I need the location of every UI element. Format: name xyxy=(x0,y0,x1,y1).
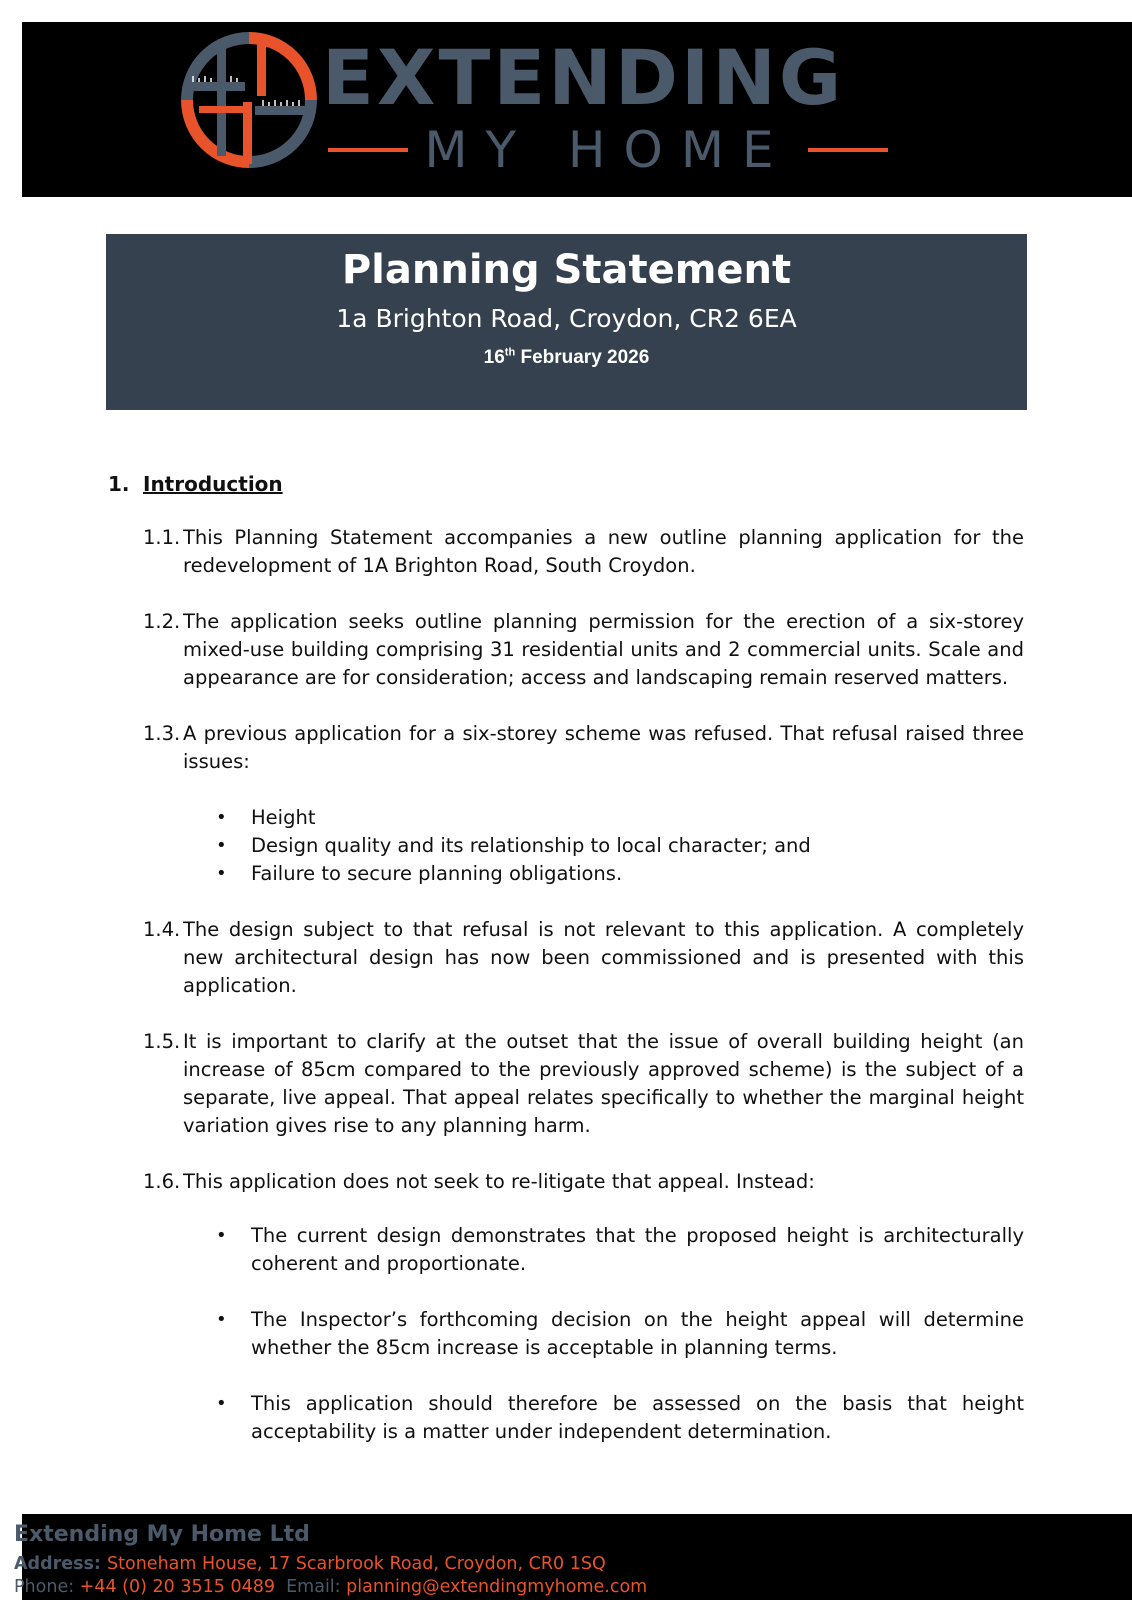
paragraph-1-6 xyxy=(143,1168,1024,1196)
date-month-year: February 2026 xyxy=(515,347,650,368)
logo-tagline: MY HOME xyxy=(424,121,792,179)
list-item: • The current design demonstrates that the proposed height is architecturally coherent and proportionate. xyxy=(183,1222,1024,1278)
site-address: 1a Brighton Road, Croydon, CR2 6EA xyxy=(336,304,797,333)
paragraph-text: A previous application for a six-storey scheme was refused. That refusal raised three issues: xyxy=(183,722,1024,773)
footer-phone[interactable]: +44 (0) 20 3515 0489 xyxy=(79,1577,275,1597)
paragraph-text: This application does not seek to re-litigate that appeal. Instead: xyxy=(183,1170,815,1193)
footer xyxy=(14,1514,1132,1600)
logo-wordmark: EXTENDING xyxy=(322,33,845,122)
paragraph-1-3 xyxy=(143,720,1024,776)
footer-contact-line xyxy=(14,1577,647,1597)
footer-company-name: Extending My Home Ltd xyxy=(14,1522,310,1547)
date-day: 16 xyxy=(483,347,505,368)
document-title: Planning Statement xyxy=(341,247,792,293)
list-item: • Failure to secure planning obligations. xyxy=(183,860,1024,888)
paragraph-text: The application seeks outline planning permission for the erection of a six-storey mixed-use building comprising 31 residential units and 2 commercial units. Scale and appearance are for consideration; access and landscaping remain reserved matters. xyxy=(183,610,1024,689)
instead-points-list xyxy=(183,1222,1024,1446)
footer-address-label: Address: xyxy=(14,1554,108,1574)
title-banner xyxy=(106,234,1027,410)
document-body xyxy=(108,470,1024,1446)
paragraph-number: 1.3. xyxy=(143,722,181,745)
list-item: • This application should therefore be assessed on the basis that height acceptability is a matter under independent determination. xyxy=(183,1390,1024,1446)
date-suffix: th xyxy=(504,346,516,359)
paragraph-1-1 xyxy=(143,524,1024,580)
footer-email-label: Email: xyxy=(274,1577,347,1597)
paragraph-number: 1.5. xyxy=(143,1030,181,1053)
logo-header xyxy=(22,22,1132,197)
section-number: 1. xyxy=(108,472,130,496)
logo-tagline-row xyxy=(328,122,888,178)
paragraph-number: 1.1. xyxy=(143,526,181,549)
list-item: • Design quality and its relationship to local character; and xyxy=(183,832,1024,860)
paragraph-number: 1.6. xyxy=(143,1170,181,1193)
document-date xyxy=(106,344,1027,373)
section-title: Introduction xyxy=(143,472,283,496)
footer-address-line xyxy=(14,1554,606,1574)
paragraph-text: The design subject to that refusal is not relevant to this application. A completely new architectural design has now been commissioned and is presented with this application. xyxy=(183,918,1024,997)
refusal-issues-list xyxy=(183,804,1024,888)
house-measure-logo-icon xyxy=(179,30,319,170)
footer-address: Stoneham House, 17 Scarbrook Road, Croydon, CR0 1SQ xyxy=(107,1554,606,1574)
paragraph-1-4 xyxy=(143,916,1024,1000)
paragraph-text: This Planning Statement accompanies a new outline planning application for the redevelopment of 1A Brighton Road, South Croydon. xyxy=(183,526,1024,577)
paragraph-text: It is important to clarify at the outset that the issue of overall building height (an increase of 85cm compared to the previously approved scheme) is the subject of a separate, live appeal. That appeal relates specifically to whether the marginal height variation gives rise to any planning harm. xyxy=(183,1030,1024,1137)
paragraph-1-5 xyxy=(143,1028,1024,1140)
paragraph-number: 1.4. xyxy=(143,918,181,941)
list-item: • The Inspector’s forthcoming decision on the height appeal will determine whether the 85cm increase is acceptable in planning terms. xyxy=(183,1306,1024,1362)
logo-rule-right xyxy=(808,148,888,152)
section-heading xyxy=(108,470,1024,498)
paragraph-number: 1.2. xyxy=(143,610,181,633)
logo-rule-left xyxy=(328,148,408,152)
footer-email-link[interactable]: planning@extendingmyhome.com xyxy=(346,1577,648,1597)
list-item: • Height xyxy=(183,804,1024,832)
footer-phone-label: Phone: xyxy=(14,1577,80,1597)
paragraph-1-2 xyxy=(143,608,1024,692)
